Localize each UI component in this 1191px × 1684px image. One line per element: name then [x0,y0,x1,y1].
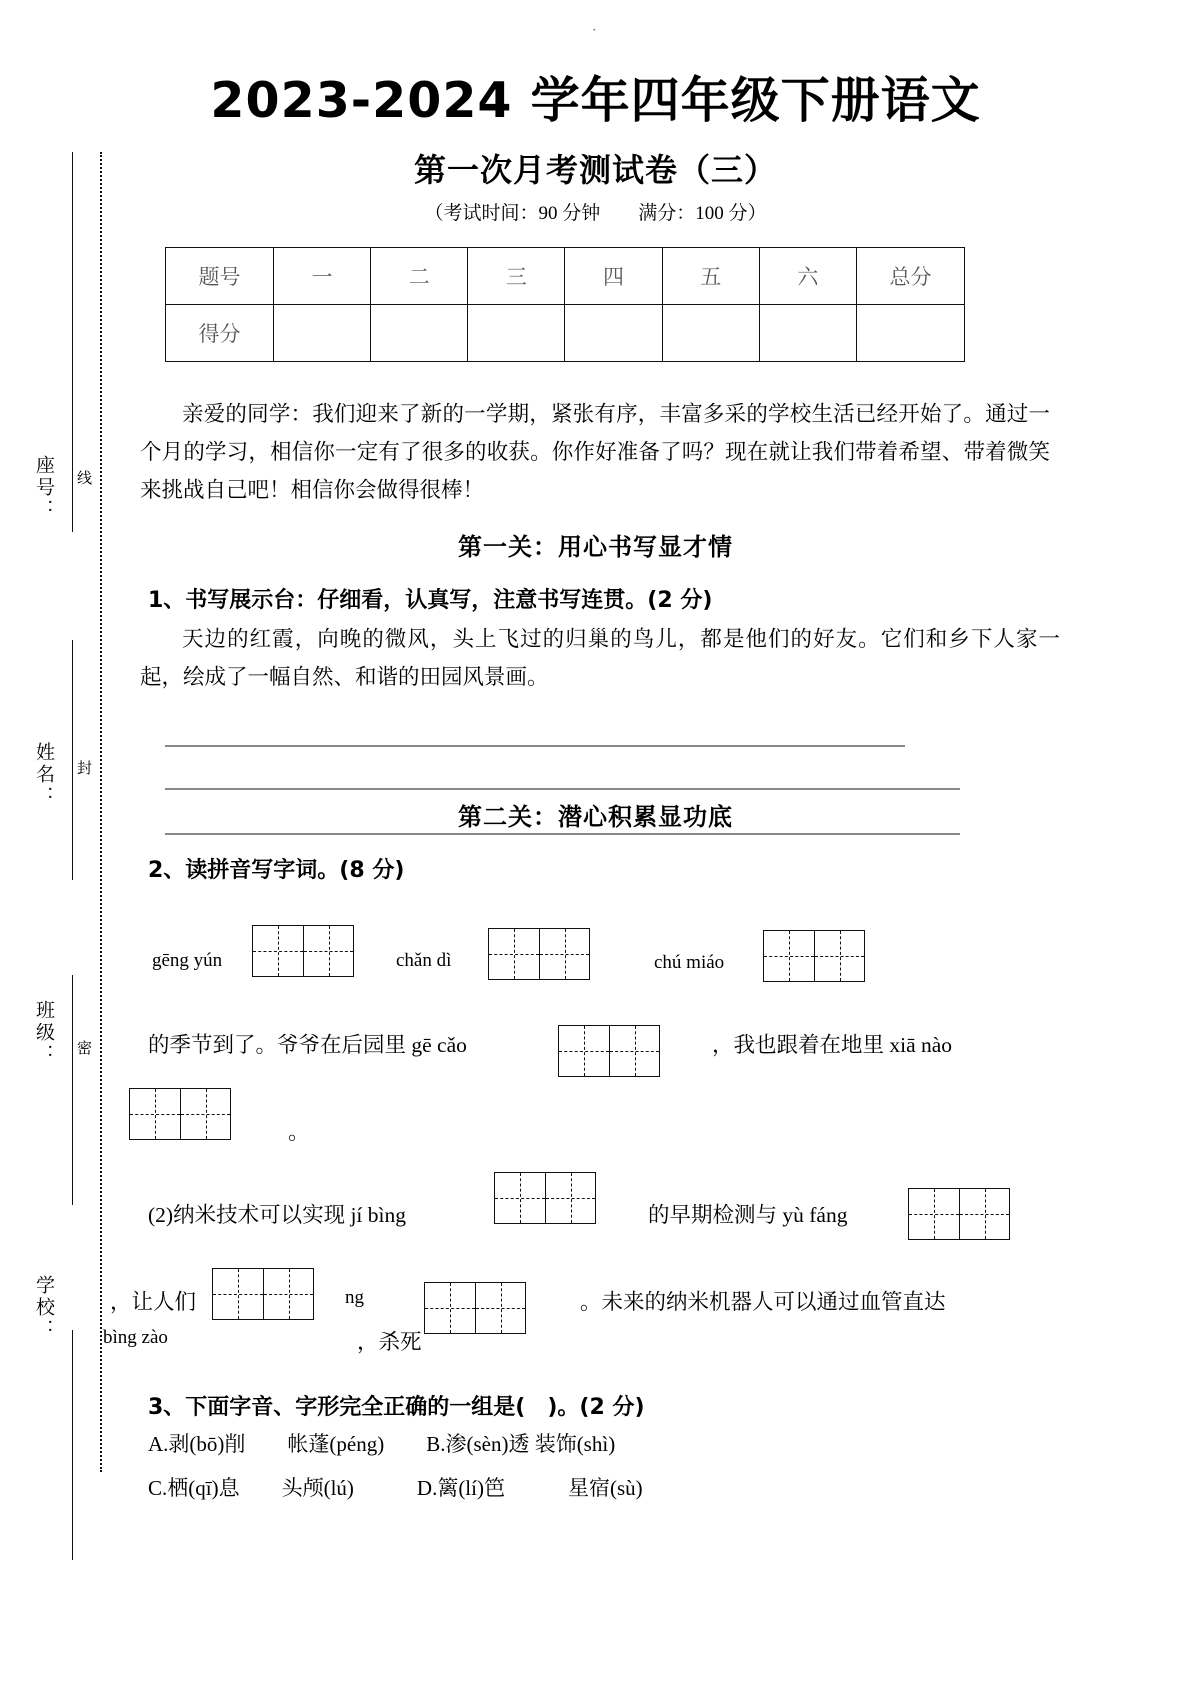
score-cell-total[interactable] [857,305,965,362]
seal-mark-xian: 线 [75,470,91,488]
tianzige-cell [213,1269,263,1319]
binding-margin [0,0,150,1684]
answer-box-overlap-1[interactable] [212,1268,314,1320]
score-table-col-6: 六 [759,248,856,305]
tianzige-cell [303,926,353,976]
student-name-label: 姓名： [33,742,54,808]
tianzige-cell [909,1189,959,1239]
score-table-row-header: 得分 [166,305,274,362]
score-cell-3[interactable] [468,305,565,362]
tianzige-cell [489,929,539,979]
question-2-line2-suffix: ，我也跟着在地里 xiā nào [712,1033,953,1057]
tianzige-cell [253,926,303,976]
answer-box-gengyun[interactable] [252,925,354,977]
page-subtitle: 第一次月考测试卷（三） [413,151,777,189]
page-title: 2023-2024 学年四年级下册语文 [210,72,981,129]
tianzige-cell [764,931,814,981]
table-row [166,305,965,362]
solid-rail-segment-3 [72,975,73,1205]
question-3-heading: 3、下面字音、字形完全正确的一组是( )。(2 分) [148,1395,645,1420]
class-label: 班级： [33,1000,54,1066]
solid-rail-segment-4 [72,1330,73,1560]
writing-line-1[interactable] [165,745,905,747]
answer-box-jibing[interactable] [494,1172,596,1224]
tianzige-cell [475,1283,525,1333]
question-2-item2-cont-d: ，杀死 [357,1330,422,1354]
seal-mark-mi: 密 [75,1040,91,1058]
tianzige-cell [545,1173,595,1223]
question-3-options-row-2[interactable]: C.栖(qī)息 头颅(lú) D.篱(lí)笆 星宿(sù) [148,1476,643,1500]
question-2-item2-cont-c: 。未来的纳米机器人可以通过血管直达 [580,1290,946,1314]
section-heading-gate-1: 第一关：用心书写显才情 [458,533,733,561]
question-2-heading: 2、读拼音写字词。(8 分) [148,858,405,883]
answer-box-gecao[interactable] [558,1025,660,1077]
answer-box-chumiao[interactable] [763,930,865,982]
pinyin-label-chandi: chǎn dì [396,950,452,971]
score-cell-4[interactable] [565,305,662,362]
score-cell-5[interactable] [662,305,759,362]
table-row [166,248,965,305]
score-table-col-1: 一 [274,248,371,305]
seat-number-label: 座号： [33,455,54,521]
question-2-item2-prefix: (2)纳米技术可以实现 jí bìng [148,1203,406,1227]
section-heading-gate-2: 第二关：潜心积累显功底 [458,803,733,831]
answer-box-overlap-2[interactable] [424,1282,526,1334]
tianzige-cell [180,1089,230,1139]
tianzige-cell [539,929,589,979]
answer-box-xianao[interactable] [129,1088,231,1140]
tianzige-cell [959,1189,1009,1239]
tianzige-cell [609,1026,659,1076]
pinyin-label-chumiao: chú miáo [654,952,725,973]
tianzige-cell [814,931,864,981]
score-cell-1[interactable] [274,305,371,362]
question-1-heading: 1、书写展示台：仔细看，认真写，注意书写连贯。(2 分) [148,588,713,613]
writing-line-3[interactable] [165,833,960,835]
school-label: 学校： [33,1275,54,1341]
question-1-passage: 天边的红霞，向晚的微风，头上飞过的归巢的鸟儿，都是他们的好友。它们和乡下人家一起，绘成了一幅自然、和谐的田园风景画。 [140,627,1060,689]
tianzige-cell [425,1283,475,1333]
tianzige-cell [495,1173,545,1223]
seal-mark-feng: 封 [75,760,91,778]
intro-paragraph: 亲爱的同学：我们迎来了新的一学期，紧张有序，丰富多采的学校生活已经开始了。通过一个月的学习，相信你一定有了很多的收获。你作好准备了吗？现在就让我们带着希望、带着微笑来挑战自己吧！相信你会做得很棒！ [140,402,1050,502]
score-table-col-4: 四 [565,248,662,305]
answer-box-chandi[interactable] [488,928,590,980]
question-2-item2-cont-a: ，让人们 [110,1290,197,1314]
question-2-line2-prefix: 的季节到了。爷爷在后园里 gē cǎo [148,1033,467,1057]
score-table-col-2: 二 [371,248,468,305]
exam-info: （考试时间：90 分钟 满分：100 分） [424,203,767,224]
writing-line-2[interactable] [165,788,960,790]
question-3-options-row-1[interactable]: A.剥(bō)削 帐蓬(péng) B.渗(sèn)透 装饰(shì) [148,1432,616,1456]
score-cell-6[interactable] [759,305,856,362]
score-table-col-5: 五 [662,248,759,305]
pinyin-label-bingzao: bìng zào [103,1327,168,1348]
tianzige-cell [130,1089,180,1139]
tianzige-cell [559,1026,609,1076]
question-2-item2-mid: 的早期检测与 yù fáng [648,1203,848,1227]
score-cell-2[interactable] [371,305,468,362]
answer-box-yufang[interactable] [908,1188,1010,1240]
score-table [165,247,965,362]
tianzige-cell [263,1269,313,1319]
score-table-col-total: 总分 [857,248,965,305]
question-2-line3-period: 。 [288,1120,310,1144]
pinyin-label-gengyun: gēng yún [152,950,223,971]
top-center-dot: · [592,22,597,37]
question-2-item2-cont-b: ng [345,1287,364,1308]
score-table-col-3: 三 [468,248,565,305]
score-table-row-header: 题号 [166,248,274,305]
